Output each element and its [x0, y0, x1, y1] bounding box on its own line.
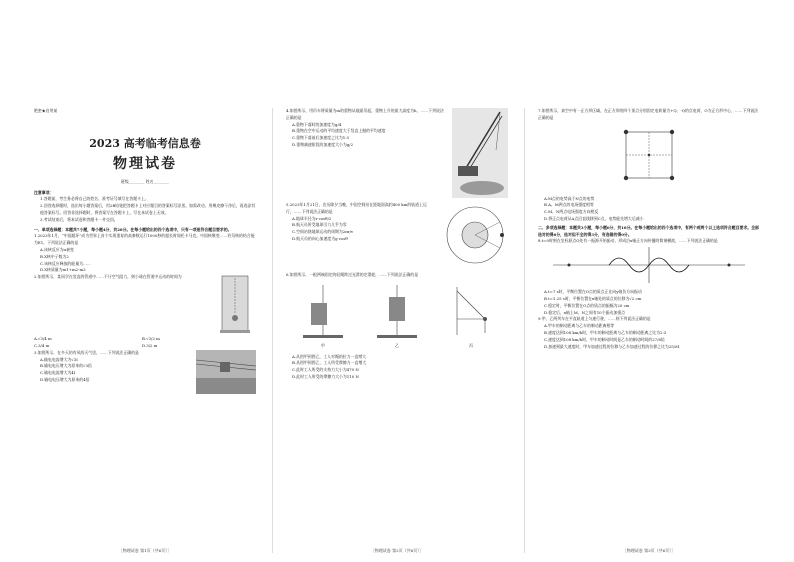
option: B.A、M两点的电场强度相等 — [544, 202, 594, 208]
notice-title: 注意事项： — [34, 189, 54, 195]
page-2 — [286, 108, 508, 558]
exam-title: 2023 高考临考信息卷 — [89, 136, 201, 150]
option: D.X核质量为m1+m2-m3 — [40, 267, 86, 273]
charge-square-diagram — [614, 124, 684, 190]
option: A.该核反应为α衰变 — [40, 246, 74, 252]
option: D.航天员的向心加速度为g·cosθ — [292, 235, 348, 241]
section-2-header: 二、多项选择题：本题共3小题，每小题6分，共18分。在每小题给出的四个选项中，有两个或两个以上选项符合题目要求。全部选对的得6分，选对但不全的得3分，有选错的得0分。 — [538, 224, 759, 237]
option: C.输电电流增大为4I — [40, 370, 76, 376]
option: D.加速到最大速度时，甲车加速过程的位移与乙车加速过程的位移之比为25/81 — [544, 343, 681, 349]
page-footer: ［物理试卷 第2页（共6页）］ — [370, 548, 424, 553]
option: A.从图甲到图乙，工人对绳的拉力一直增大 — [292, 353, 367, 359]
option: C.重物下落前后加速度之比为1:3 — [292, 135, 350, 141]
notice-item: 2.回答选择题时，选出每小题答案后，用2B铅笔把答题卡上对应题目的答案标号涂黑。如需改动，用橡皮擦干净后，再选涂其他答案标号。回答非选择题时，将答案写在答题卡上，写在本试卷上无效。 — [40, 203, 256, 215]
option: C.3/4 m — [34, 342, 50, 348]
option: C.速度达到108 km/h时，甲车的制动时间是乙车的制动时间的27/8倍 — [544, 336, 665, 342]
option: B.速度达到108 km/h时，甲车的制动距离与乙车的制动距离之比为2:3 — [544, 329, 667, 335]
question-4: 4.如图所示，用吊车将质量为m的重物从地面吊起，重物上升的最大高度为h，……下列说法正确的是 — [286, 108, 444, 120]
question-8: 8.t=0时刻在坐标原点O处有一振源开始振动，形成沿x轴正方向传播的简谐横波，……下列说法正确的是 — [538, 238, 718, 244]
notice-item: 3.考试结束后，将本试卷和答题卡一并交回。 — [40, 216, 118, 222]
subject-title: 物理试卷 — [113, 155, 177, 172]
option: D.输电电压增大为原来的4倍 — [40, 376, 90, 382]
page-1 — [34, 108, 256, 558]
figure-label: 丙 — [469, 342, 473, 348]
option: D.将正点电荷从A点沿直线移到C点，电势能先增大后减小 — [544, 215, 644, 221]
name-class-line: 班级________ 姓名________ — [121, 178, 169, 184]
force-diagram — [451, 283, 491, 339]
question-9: 9.甲、乙两列车在平直轨道上匀速行驶，……则下列说法正确的是 — [538, 316, 651, 322]
question-6: 6.如图所示，一根两端固定的轻绳跨过光滑的定滑轮，……下列说法正确的是 — [286, 272, 419, 277]
option: A.M点的电势高于N点的电势 — [544, 195, 595, 201]
option: A.输电电流增大为√3I — [40, 356, 78, 362]
page-footer: ［物理试卷 第1页（共6页）］ — [118, 548, 172, 553]
question-3: 3.如图所示，在多天的有风的天气里，……下列说法正确的是 — [34, 349, 139, 355]
power-line-photo — [196, 350, 256, 394]
section-1-header: 一、单项选择题：本题共7小题，每小题4分，共28分。在每小题给出的四个选项中，只有一项是符合题目要求的。 — [34, 226, 232, 232]
option: C.M、N两点电场强度方向相反 — [544, 209, 599, 215]
worker-figure-a — [303, 283, 343, 339]
orbit-diagram — [442, 202, 508, 268]
option: B.航天员所受地球引力几乎为零 — [292, 222, 347, 228]
option: B.X核中子数为2 — [40, 253, 69, 259]
option: C.空间站绕地球运动的周期为2πr/v — [292, 229, 354, 235]
option: A.重物下落时的加速度为g/4 — [292, 121, 342, 127]
figure-label: 乙 — [395, 342, 399, 348]
question-5: 5.2023年1月21日，农历除夕当晚，中国空间站在距地面高约400 km的轨道上运行，……下列说法正确的是 — [286, 202, 427, 214]
option: D.稳定后，x轴上M、N之间有10个振动加强点 — [544, 309, 625, 315]
page-footer: ［物理试卷 第3页（共6页）］ — [622, 548, 676, 553]
option: C.此时工人所受的支持力大小为470 N — [292, 367, 359, 373]
option: D.重物减速阶段的加速度大小为g/2 — [292, 141, 354, 147]
option: B.输电电压增大为原来的√3倍 — [40, 363, 92, 369]
question-1: 1.2023年1月，“中国超环”成为世界上首个实现重复的高参数运行1000秒的超长时间托卡马克。中国核聚变……若氘核的结合能为E1，下列说法正确的是 — [34, 233, 255, 246]
option: C.稳定时，平衡位置在O点的质点的振幅为20 cm — [544, 302, 630, 308]
option: B.重物在空中运动的平均速度大于竖直上抛的平均速度 — [292, 128, 386, 134]
option: A.地球半径为r·cosθ/2 — [292, 215, 332, 221]
worker-figure-b — [377, 283, 417, 339]
option: A.甲车的制动距离与乙车的制动距离相等 — [544, 323, 615, 329]
crane-photo — [452, 108, 508, 198]
column-divider — [524, 108, 525, 553]
option: B.√3/2 m — [142, 336, 160, 342]
question-7: 7.如图所示，真空中有一正方形区域，在正方形的四个顶点分别固定电荷量为+Q、-Q的点电荷，O为正方形中心，……下列说法正确的是 — [538, 108, 759, 120]
wave-diagram — [549, 245, 749, 285]
option: D.3/2 m — [142, 342, 158, 348]
question-2: 2.如图所示，某同学在竖直的管道中……不计空气阻力，则小球在管道中运动的时间为 — [34, 274, 182, 280]
option: A.√3/4 m — [34, 336, 52, 342]
option: B.从图甲到图乙，工人所受摩擦力一直增大 — [292, 360, 367, 366]
option: B.t=1.25 s时，平衡位置在x轴处的质点的位移为√2 cm — [544, 295, 642, 301]
tube-figure — [214, 274, 256, 336]
option: A.t=7 s时，平衡位置在O点的质点正在向y轴负方向振动 — [544, 289, 642, 295]
page-3 — [538, 108, 760, 558]
option: C.该核反应释放的能量为…… — [40, 260, 91, 266]
figure-label: 甲 — [321, 342, 325, 348]
notice-item: 1.答题前，考生务必将自己的姓名、准考证号填写在答题卡上。 — [40, 196, 149, 202]
column-divider — [272, 108, 273, 553]
option: D.此时工人所受的摩擦力大小为110 N — [292, 373, 359, 379]
secret-label: 绝密★启用前 — [34, 108, 58, 113]
